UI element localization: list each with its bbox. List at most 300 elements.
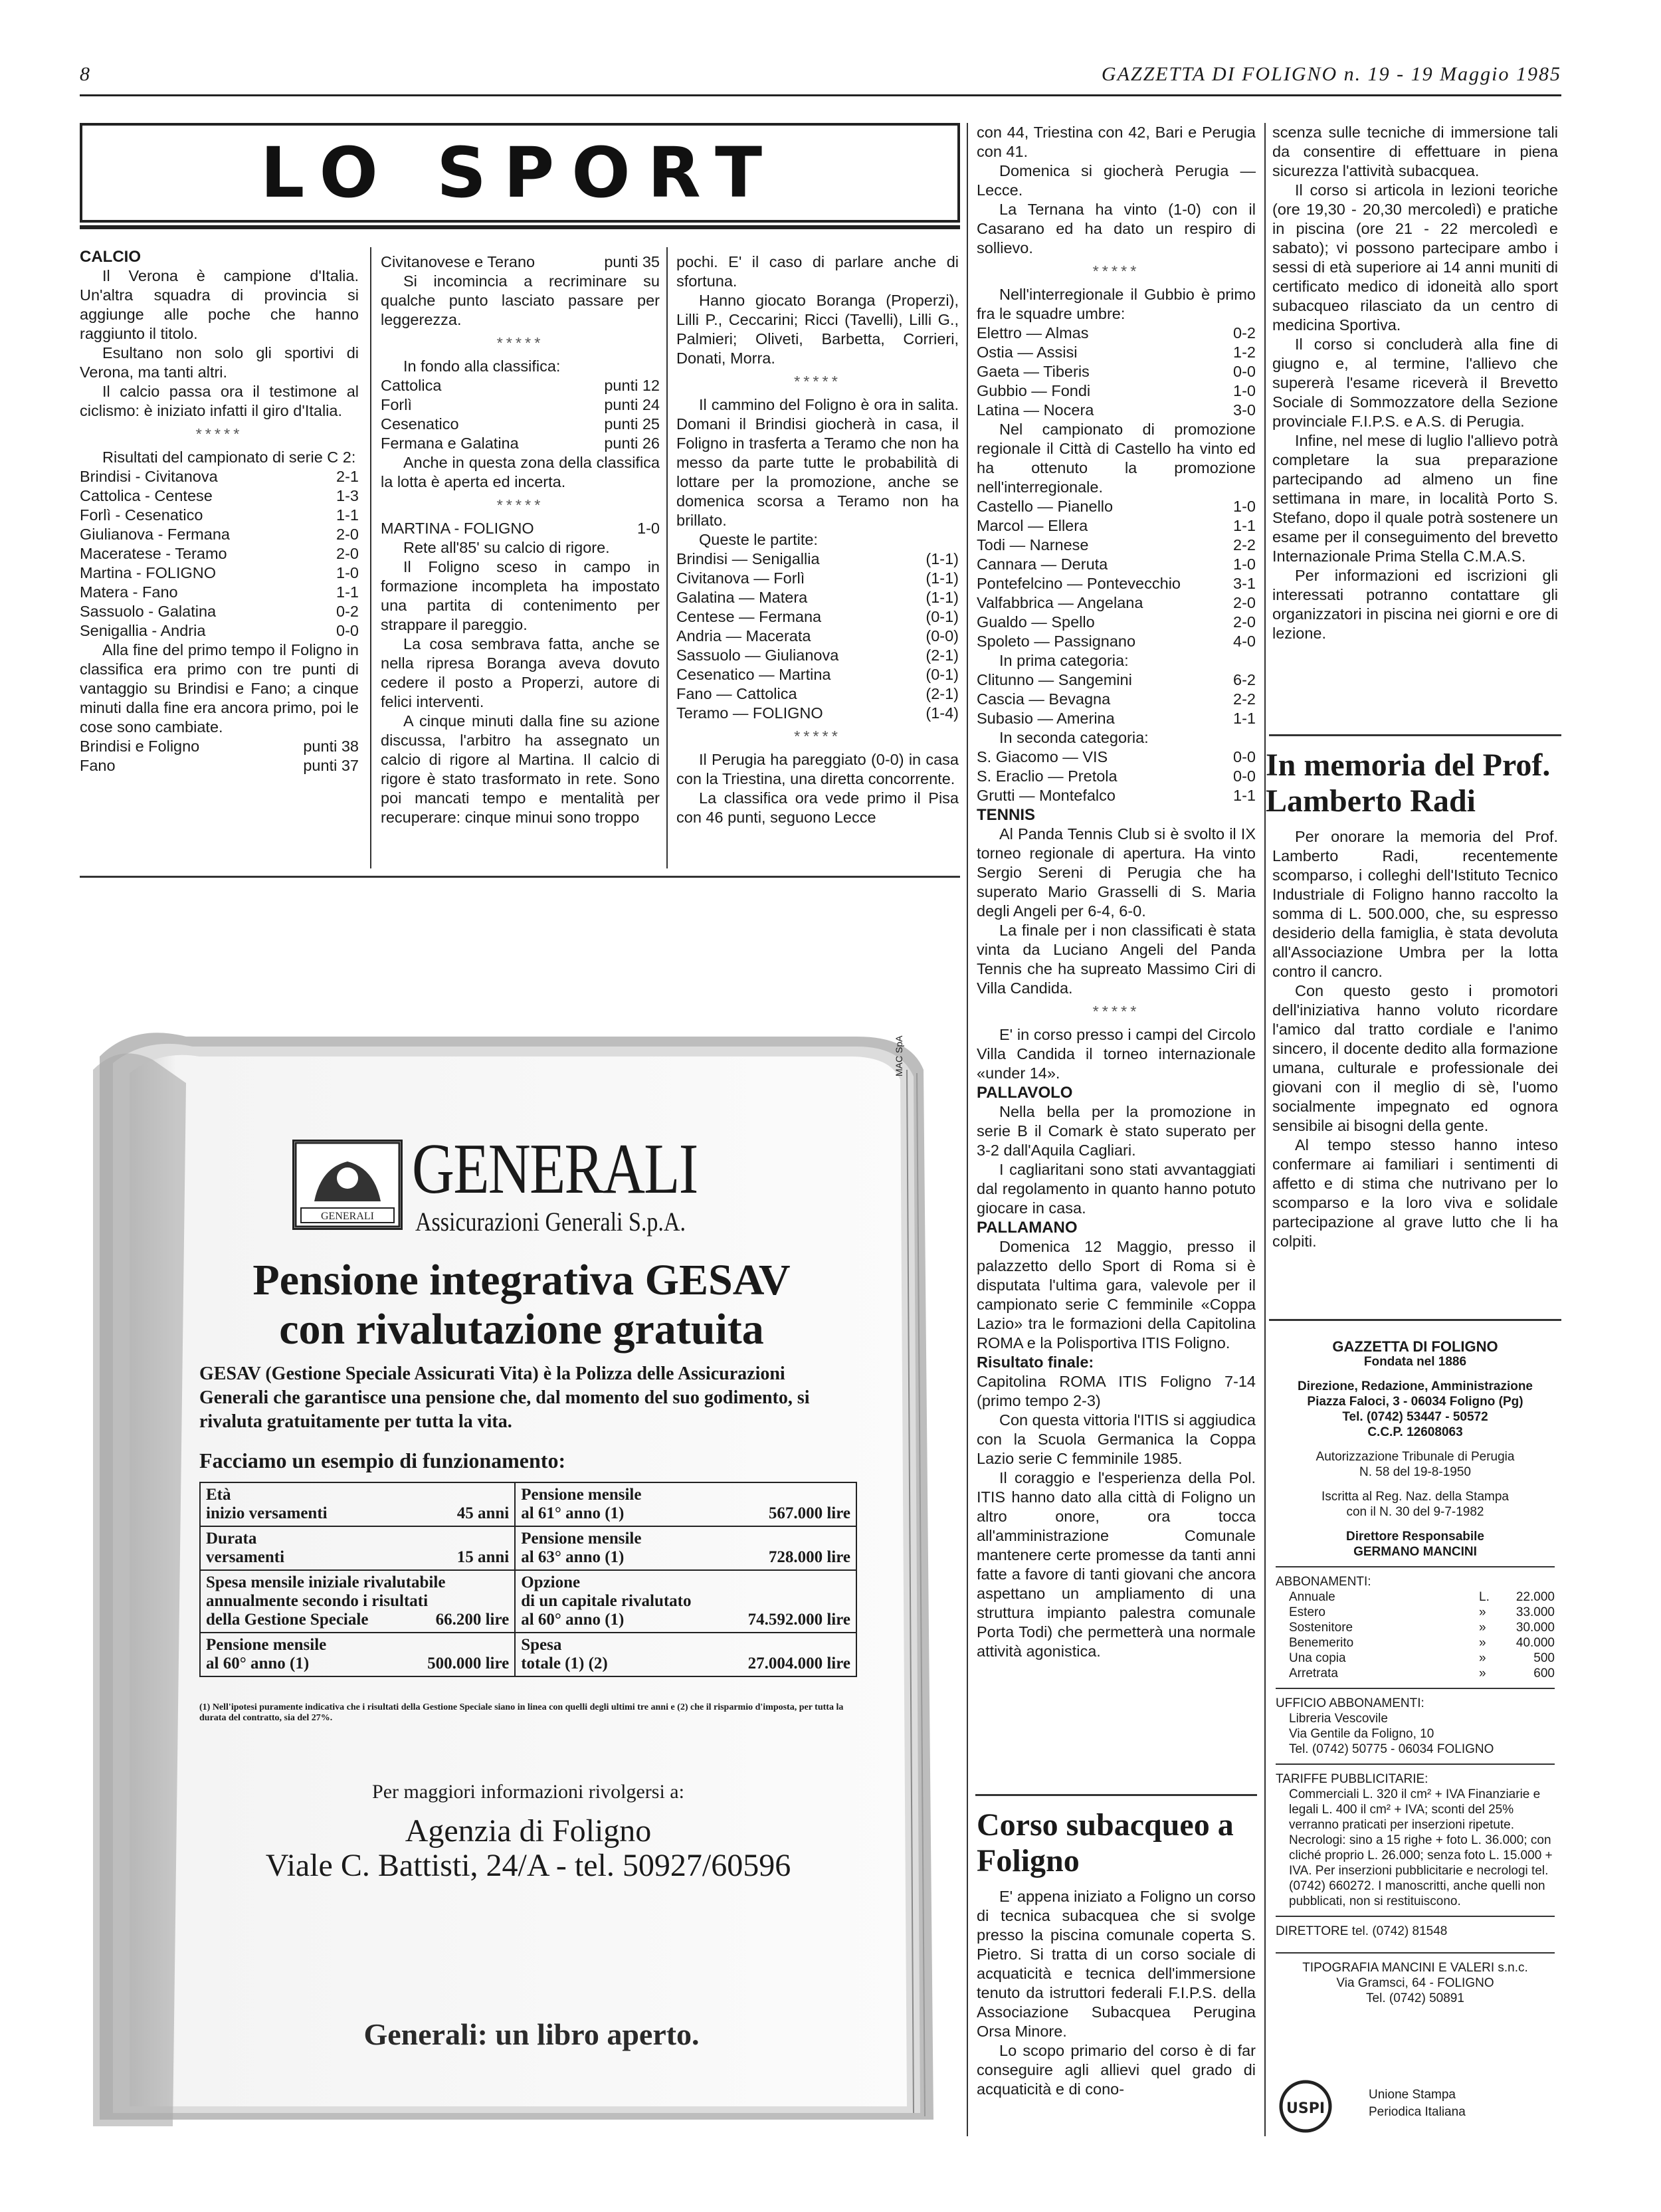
cell-label: Età <box>206 1486 231 1504</box>
paragraph: con 44, Triestina con 42, Bari e Perugia con 41. <box>977 124 1256 160</box>
result-row <box>80 506 359 525</box>
row-value: 2-0 <box>1233 594 1256 611</box>
uspi-line: Periodica Italiana <box>1369 2105 1466 2119</box>
row-label: Sassuolo - Galatina <box>80 603 217 620</box>
cell-label: versamenti <box>206 1548 285 1566</box>
amount: 33.000 <box>1515 1605 1555 1619</box>
result-row <box>977 324 1256 343</box>
subscription-row <box>1276 1635 1555 1651</box>
amount: 40.000 <box>1515 1636 1555 1650</box>
cell-value: 567.000 lire <box>768 1504 850 1522</box>
masthead-text: ABBONAMENTI: <box>1276 1566 1555 1589</box>
row-label: Cesenatico <box>381 415 459 433</box>
row-value: punti 25 <box>604 415 660 433</box>
row-value: 2-1 <box>336 468 359 485</box>
cell-label: Opzione <box>521 1573 581 1591</box>
generali-lion-logo <box>292 1140 403 1230</box>
paragraph: In prima categoria: <box>999 652 1129 669</box>
result-row <box>977 786 1256 805</box>
paragraph: pochi. E' il caso di parlare anche di sfortuna. <box>676 253 959 290</box>
result-row <box>80 583 359 602</box>
separator-stars: ***** <box>794 728 841 745</box>
subscription-price <box>1479 1651 1555 1666</box>
cell-label: Durata <box>206 1530 257 1548</box>
paragraph: E' in corso presso i campi del Circolo Villa Candida il torneo internazionale «under 14». <box>977 1026 1256 1082</box>
masthead-name: GAZZETTA DI FOLIGNO <box>1332 1338 1498 1355</box>
section-heading-calcio: CALCIO <box>80 248 141 266</box>
row-value: 1-1 <box>336 506 359 524</box>
ad-agency <box>199 1814 857 1883</box>
masthead-text: UFFICIO ABBONAMENTI: <box>1276 1688 1555 1711</box>
section-divider <box>1269 1319 1561 1321</box>
section-heading-tennis: TENNIS <box>977 806 1036 824</box>
subscription-type: Sostenitore <box>1289 1621 1353 1635</box>
paragraph: Capitolina ROMA ITIS Foligno 7-14 (primo tempo 2-3) <box>977 1373 1256 1409</box>
standings-list <box>381 252 660 272</box>
subscription-row <box>1276 1651 1555 1666</box>
row-value: 1-3 <box>336 487 359 504</box>
row-value: punti 24 <box>604 396 660 413</box>
paragraph: La classifica ora vede primo il Pisa con 46 punti, seguono Lecce <box>676 789 959 826</box>
row-value: (0-1) <box>926 666 959 683</box>
currency: » <box>1479 1636 1486 1650</box>
cell-label: Spesa mensile iniziale rivalutabile <box>206 1573 446 1591</box>
row-label: Forlì - Cesenatico <box>80 506 203 524</box>
results-list <box>977 670 1256 728</box>
page-number: 8 <box>80 63 91 85</box>
match-result <box>381 519 660 538</box>
subscription-row <box>1276 1620 1555 1635</box>
result-row <box>80 621 359 641</box>
paragraph: Con questo gesto i promotori dell'iniziativa hanno voluto ricordare l'amico dal tratto cordiale e l'animo sincero, il docente dedito alla formazione umana, culturale e professionale dei giovani con il meglio di sè, l'uomo socialmente impegnato ed ognora sensibile ai bisogni della gente. <box>1272 982 1558 1134</box>
row-value: punti 38 <box>303 738 359 755</box>
paragraph: Queste le partite: <box>699 531 818 548</box>
ad-info: Per maggiori informazioni rivolgersi a: <box>372 1781 684 1803</box>
paragraph: In seconda categoria: <box>999 729 1149 746</box>
row-value: (0-1) <box>926 608 959 625</box>
row-value: 2-0 <box>1233 613 1256 631</box>
paragraph: I cagliaritani sono stati avvantaggiati dal regolamento in quanto hanno potuto giocare in casa. <box>977 1161 1256 1217</box>
paragraph: In fondo alla classifica: <box>403 357 561 375</box>
newspaper-title: GAZZETTA DI FOLIGNO n. 19 - 19 Maggio 1985 <box>1101 63 1561 85</box>
ad-intro: GESAV (Gestione Speciale Assicurati Vita) è la Polizza delle Assicurazioni Generali che garantisce una pensione che, dal momento del suo godimento, si rivaluta gratuitamente per tutta la vita. <box>199 1363 810 1432</box>
masthead-text: Commerciali L. 320 il cm² + IVA Finanziarie e legali L. 400 il cm² + IVA; sconti del 25% verranno praticati per inserzioni ripetute. Necrologi: sino a 15 righe + foto L. 36.000; con cliché proprio L. 26.000; senza foto L. 15.000 + IVA. Per inserzioni pubblicitarie e necrologi tel. (0742) 660272. I manoscritti, anche quelli non pubblicati, non si restituiscono. <box>1289 1787 1553 1908</box>
masthead-text: Libreria Vescovile <box>1289 1712 1388 1726</box>
currency: L. <box>1479 1590 1490 1604</box>
subscription-type: Estero <box>1289 1605 1325 1619</box>
separator-stars: ***** <box>195 425 243 443</box>
game-row <box>676 646 959 665</box>
result-row <box>977 632 1256 651</box>
column-1 <box>80 247 359 775</box>
masthead-text: TIPOGRAFIA MANCINI E VALERI s.n.c. <box>1276 1952 1555 1975</box>
result-row <box>977 362 1256 381</box>
paragraph: Nell'interregionale il Gubbio è primo fra le squadre umbre: <box>977 286 1256 322</box>
row-value: (1-1) <box>926 589 959 606</box>
result-row <box>977 709 1256 728</box>
row-label: Ostia — Assisi <box>977 344 1078 361</box>
result-row <box>80 525 359 544</box>
result-row <box>80 544 359 563</box>
game-row <box>676 550 959 569</box>
row-label: Senigallia - Andria <box>80 622 206 639</box>
row-label: Brindisi - Civitanova <box>80 468 218 485</box>
paragraph: La Ternana ha vinto (1-0) con il Casarano ed ha dato un respiro di sollievo. <box>977 201 1256 256</box>
paragraph: Nel campionato di promozione regionale il Città di Castello ha vinto ed ha ottenuto la promozione nell'interregionale. <box>977 421 1256 496</box>
uspi-logo <box>1279 2080 1332 2133</box>
result-row <box>977 536 1256 555</box>
row-value: 2-2 <box>1233 690 1256 708</box>
result-row <box>977 497 1256 516</box>
game-row <box>676 684 959 704</box>
row-label: Brindisi e Foligno <box>80 738 200 755</box>
cell-label: totale (1) (2) <box>521 1655 608 1672</box>
cell-value: 728.000 lire <box>768 1548 850 1566</box>
amount: 22.000 <box>1515 1590 1555 1604</box>
memoria-title: In memoria del Prof. Lamberto Radi <box>1266 748 1551 819</box>
memoria-article <box>1272 827 1558 1251</box>
results-list <box>80 467 359 641</box>
column-divider <box>1264 123 1266 2136</box>
subscription-row <box>1276 1589 1555 1605</box>
paragraph: Rete all'85' su calcio di rigore. <box>403 539 610 556</box>
row-label: Sassuolo — Giulianova <box>676 647 839 664</box>
row-value: 2-0 <box>336 545 359 562</box>
cell-label: al 60° anno (1) <box>206 1655 310 1672</box>
row-label: Pontefelcino — Pontevecchio <box>977 575 1181 592</box>
row-value: 1-0 <box>1233 498 1256 515</box>
generali-advertisement <box>93 937 950 2133</box>
section-divider <box>975 1794 1257 1796</box>
result-row <box>977 574 1256 593</box>
paragraph: Per informazioni ed iscrizioni gli interessati potranno contattare gli organizzatori in piscina nei giorni e ore di lezione. <box>1272 567 1558 642</box>
paragraph: Esultano non solo gli sportivi di Verona, ma tanti altri. <box>80 344 359 381</box>
masthead-text: N. 58 del 19-8-1950 <box>1359 1465 1471 1479</box>
game-row <box>676 627 959 646</box>
generali-brand-name: GENERALI <box>412 1130 698 1209</box>
section-divider <box>1269 734 1561 736</box>
masthead-text: TARIFFE PUBBLICITARIE: <box>1276 1763 1555 1787</box>
currency: » <box>1479 1605 1486 1619</box>
row-label: Elettro — Almas <box>977 324 1089 342</box>
masthead-text: con il N. 30 del 9-7-1982 <box>1346 1505 1484 1519</box>
row-label: Marcol — Ellera <box>977 517 1088 534</box>
cell-label: annualmente secondo i risultati <box>206 1592 429 1610</box>
masthead-text: Direttore Responsabile <box>1346 1530 1484 1544</box>
row-label: Gaeta — Tiberis <box>977 363 1090 380</box>
standing-row <box>381 376 660 395</box>
row-label: Valfabbrica — Angelana <box>977 594 1143 611</box>
row-label: Spoleto — Passignano <box>977 633 1136 650</box>
paragraph: Si incomincia a recriminare su qualche punto lasciato passare per leggerezza. <box>381 272 660 328</box>
result-row <box>80 602 359 621</box>
corso-title: Corso subacqueo a Foligno <box>977 1807 1234 1878</box>
row-label: Fano — Cattolica <box>676 685 797 702</box>
row-value: 1-0 <box>1233 382 1256 399</box>
masthead-text: GERMANO MANCINI <box>1353 1545 1477 1559</box>
game-row <box>676 704 959 723</box>
ad-example-label: Facciamo un esempio di funzionamento: <box>199 1449 566 1472</box>
row-label: Forlì <box>381 396 412 413</box>
separator-stars: ***** <box>1092 1003 1140 1020</box>
section-heading-pallavolo: PALLAVOLO <box>977 1084 1073 1102</box>
separator-stars: ***** <box>496 496 544 514</box>
currency: » <box>1479 1621 1486 1635</box>
currency: » <box>1479 1651 1486 1665</box>
row-value: 6-2 <box>1233 671 1256 688</box>
agency-name: Agenzia di Foligno <box>405 1813 652 1849</box>
result-row <box>977 555 1256 574</box>
paragraph: Domenica 12 Maggio, presso il palazzetto dello Sport di Roma si è disputata l'ultima gara, valevole per il campionato serie C femminile «Coppa Lazio» tra le formazioni della Capitolina ROMA e la Polisportiva ITIS Foligno. <box>977 1238 1256 1352</box>
result-row <box>80 486 359 506</box>
row-label: Clitunno — Sangemini <box>977 671 1132 688</box>
separator-stars: ***** <box>1092 262 1140 280</box>
subscription-type: Annuale <box>1289 1590 1335 1604</box>
row-value: (2-1) <box>926 647 959 664</box>
standing-row <box>381 415 660 434</box>
cell-label: al 61° anno (1) <box>521 1504 625 1522</box>
uspi-text <box>1369 2086 1466 2121</box>
currency: » <box>1479 1666 1486 1680</box>
row-value: 0-0 <box>1233 748 1256 765</box>
masthead-text: DIRETTORE tel. (0742) 81548 <box>1276 1916 1555 1939</box>
standings-list <box>80 737 359 775</box>
section-heading-pallamano: PALLAMANO <box>977 1219 1078 1237</box>
masthead-founded: Fondata nel 1886 <box>1363 1355 1467 1369</box>
paragraph: Al tempo stesso hanno inteso confermare ai familiari i sentimenti di affetto e di stima che nutrivano per lo scomparso e la loro viva e solidale partecipazione al grave lutto che li ha colpiti. <box>1272 1136 1558 1250</box>
row-value: (2-1) <box>926 685 959 702</box>
row-label: Matera - Fano <box>80 583 178 601</box>
row-value: 0-2 <box>336 603 359 620</box>
paragraph: Il Foligno sceso in campo in formazione incompleta ha impostato una partita di contenimento per strappare il pareggio. <box>381 558 660 633</box>
column-4 <box>977 123 1256 1661</box>
row-value: 1-2 <box>1233 344 1256 361</box>
column-divider <box>967 123 968 2136</box>
masthead-text: Tel. (0742) 50775 - 06034 FOLIGNO <box>1289 1742 1494 1756</box>
paragraph: E' appena iniziato a Foligno un corso di tecnica subacquea che si svolge presso la piscina comunale coperta S. Pietro. Si tratta di un corso sociale di acquaticità e tecnica dell'immersione tenuto da istruttori federali F.I.P.S. della Associazione Subacquea Perugina Orsa Minore. <box>977 1888 1256 2040</box>
game-row <box>676 665 959 684</box>
row-value: 0-0 <box>1233 363 1256 380</box>
cell-value: 27.004.000 lire <box>747 1655 850 1672</box>
game-row <box>676 588 959 607</box>
result-row <box>977 613 1256 632</box>
result-row <box>977 690 1256 709</box>
row-label: S. Eraclio — Pretola <box>977 767 1118 785</box>
row-value: punti 37 <box>303 757 359 774</box>
row-value: 1-1 <box>1233 517 1256 534</box>
cell-label: al 63° anno (1) <box>521 1548 625 1566</box>
result-row <box>80 467 359 486</box>
row-label: Subasio — Amerina <box>977 710 1115 727</box>
row-label: Maceratese - Teramo <box>80 545 227 562</box>
row-value: 1-0 <box>336 564 359 581</box>
paragraph: Il Verona è campione d'Italia. Un'altra squadra di provincia si aggiunge alle poche che hanno raggiunto il titolo. <box>80 267 359 342</box>
row-label: Giulianova - Fermana <box>80 526 230 543</box>
row-label: Cannara — Deruta <box>977 555 1108 573</box>
result-row <box>977 593 1256 613</box>
masthead-text: Via Gramsci, 64 - FOLIGNO <box>1336 1976 1494 1990</box>
header-rule <box>80 94 1561 96</box>
masthead-text: Tel. (0742) 53447 - 50572 <box>1342 1410 1488 1424</box>
subscription-price <box>1479 1589 1555 1605</box>
masthead-text: Direzione, Redazione, Amministrazione <box>1297 1379 1533 1393</box>
row-value: punti 26 <box>604 435 660 452</box>
row-value: 1-1 <box>1233 710 1256 727</box>
row-label: Martina - FOLIGNO <box>80 564 217 581</box>
generali-subtitle: Assicurazioni Generali S.p.A. <box>415 1207 686 1237</box>
amount: 500 <box>1533 1651 1555 1665</box>
subscription-row <box>1276 1605 1555 1620</box>
column-5 <box>1272 123 1558 643</box>
row-label: Fermana e Galatina <box>381 435 519 452</box>
cell-label: Pensione mensile <box>521 1486 642 1504</box>
corso-article <box>977 1887 1256 2099</box>
cell-value: 45 anni <box>456 1504 510 1522</box>
subscription-type: Una copia <box>1289 1651 1346 1665</box>
cell-label: della Gestione Speciale <box>206 1611 369 1629</box>
cell-value: 15 anni <box>456 1548 510 1566</box>
row-label: Cattolica - Centese <box>80 487 213 504</box>
paragraph: Il coraggio e l'esperienza della Pol. ITIS hanno dato alla città di Foligno un altro onore, ora tocca all'amministrazione Comunale mantenere certe promesse da tanti anni fatte a favore di tanti giovani che ancora aspettano un ampliamento di una struttura impianto palestra comunale Porta Todi) che permetterà una normale attività agonistica. <box>977 1469 1256 1660</box>
row-value: (1-4) <box>926 704 959 722</box>
masthead-text: Piazza Faloci, 3 - 06034 Foligno (Pg) <box>1307 1395 1523 1409</box>
paragraph: Risultati del campionato di serie C 2: <box>102 449 356 466</box>
column-2 <box>381 252 660 827</box>
paragraph: La cosa sembrava fatta, anche se nella ripresa Boranga aveva dovuto cedere il posto a Properzi, autore di felici interventi. <box>381 635 660 710</box>
masthead-text: C.C.P. 12608063 <box>1367 1425 1463 1439</box>
result-row <box>977 381 1256 401</box>
game-row <box>676 607 959 627</box>
row-label: Centese — Fermana <box>676 608 822 625</box>
table-row <box>200 1482 856 1526</box>
paragraph: Alla fine del primo tempo il Foligno in classifica era primo con tre punti di vantaggio su Brindisi e Fano; a cinque minuti dalla fine era ancora primo, poi le cose sono cambiate. <box>80 641 359 736</box>
paragraph: Hanno giocato Boranga (Properzi), Lilli P., Ceccarini; Ricci (Tavelli), Lilli G., Palmieri; Oliveti, Barbetta, Corrieri, Donati, Morra. <box>676 292 959 367</box>
row-label: Todi — Narnese <box>977 536 1089 553</box>
results-list <box>977 497 1256 651</box>
page-header <box>80 63 1561 90</box>
paragraph: Nella bella per la promozione in serie B il Comark è stato superato per 3-2 dall'Aquila Cagliari. <box>977 1103 1256 1159</box>
masthead-text: Iscritta al Reg. Naz. della Stampa <box>1321 1490 1509 1504</box>
cell-label: Pensione mensile <box>206 1636 327 1654</box>
subscription-price <box>1479 1635 1555 1651</box>
paragraph: Per onorare la memoria del Prof. Lamberto Radi, recentemente scomparso, i colleghi dell'Istituto Tecnico Industriale di Foligno hanno raccolto la somma di L. 500.000, che, su espresso desiderio della famiglia, è stata devoluta all'Associazione Umbra per la lotta contro il cancro. <box>1272 828 1558 980</box>
row-label: Cascia — Bevagna <box>977 690 1111 708</box>
paragraph: La finale per i non classificati è stata vinta da Luciano Angeli del Panda Tennis che ha supreato Massimo Ciri di Villa Candida. <box>977 922 1256 997</box>
standing-row <box>80 737 359 756</box>
column-3 <box>676 252 959 827</box>
result-row <box>977 748 1256 767</box>
masthead-text: Autorizzazione Tribunale di Perugia <box>1316 1450 1515 1464</box>
amount: 30.000 <box>1515 1621 1555 1635</box>
paragraph: Il Perugia ha pareggiato (0-0) in casa con la Triestina, una diretta concorrente. <box>676 751 959 787</box>
subscription-price <box>1479 1620 1555 1635</box>
standing-row <box>381 395 660 415</box>
headline-line-1: Pensione integrativa GESAV <box>252 1256 791 1304</box>
cell-label: al 60° anno (1) <box>521 1611 625 1629</box>
separator-stars: ***** <box>794 373 841 390</box>
paragraph: Infine, nel mese di luglio l'allievo potrà completare la sua preparazione partecipando ad almeno un fine settimana in mare, in località Porto S. Stefano, dopo il quale potrà sostenere un esame per il conseguimento del brevetto Internazionale Prima Stella C.M.A.S. <box>1272 432 1558 565</box>
row-label: Fano <box>80 757 116 774</box>
row-label: Cattolica <box>381 377 442 394</box>
separator-stars: ***** <box>496 334 544 352</box>
result-row <box>80 563 359 583</box>
mac-credit: MAC SpA <box>894 1035 904 1076</box>
standing-row <box>381 434 660 453</box>
subscription-type: Arretrata <box>1289 1666 1338 1680</box>
result-row <box>977 670 1256 690</box>
paragraph: Il corso si concluderà alla fine di giugno e, al termine, l'allievo che supererà l'esame riceverà il Brevetto Sociale di Sommozzatore della Sezione provinciale F.I.P.S. e A.S. di Perugia. <box>1272 336 1558 430</box>
logo-text: GENERALI <box>321 1211 374 1222</box>
headline-line-2: con rivalutazione gratuita <box>279 1305 764 1354</box>
uspi-logo-text: USPI <box>1286 2100 1325 2117</box>
sport-banner <box>80 123 960 223</box>
row-value: 1-1 <box>336 583 359 601</box>
row-label: Andria — Macerata <box>676 627 811 645</box>
results-list <box>977 748 1256 805</box>
row-label: Cesenatico — Martina <box>676 666 831 683</box>
row-value: (1-1) <box>926 550 959 567</box>
row-label: Gubbio — Fondi <box>977 382 1091 399</box>
section-divider <box>80 876 960 878</box>
row-label: Civitanova — Forlì <box>676 569 805 587</box>
column-divider <box>666 247 668 868</box>
ad-headline <box>189 1256 854 1354</box>
column-divider <box>370 247 371 868</box>
subscription-price <box>1479 1605 1555 1620</box>
row-label: Galatina — Matera <box>676 589 808 606</box>
match-teams: MARTINA - FOLIGNO <box>381 520 534 537</box>
row-label: Civitanovese e Terano <box>381 253 536 270</box>
row-value: 0-0 <box>336 622 359 639</box>
amount: 600 <box>1533 1666 1555 1680</box>
pension-example-table <box>199 1482 857 1677</box>
standings-list <box>381 376 660 453</box>
row-value: 0-0 <box>1233 767 1256 785</box>
result-row <box>977 516 1256 536</box>
row-value: 2-2 <box>1233 536 1256 553</box>
agency-address: Viale C. Battisti, 24/A - tel. 50927/60596 <box>265 1848 791 1883</box>
table-row <box>200 1633 856 1676</box>
result-row <box>977 767 1256 786</box>
row-value: 3-0 <box>1233 401 1256 419</box>
row-value: (0-0) <box>926 627 959 645</box>
result-row <box>977 401 1256 420</box>
masthead-text: Via Gentile da Foligno, 10 <box>1289 1727 1434 1741</box>
row-value: punti 12 <box>604 377 660 394</box>
ad-slogan: Generali: un libro aperto. <box>363 2017 700 2051</box>
uspi-line: Unione Stampa <box>1369 2088 1456 2102</box>
masthead-text: Tel. (0742) 50891 <box>1366 1991 1464 2005</box>
cell-label: inizio versamenti <box>206 1504 328 1522</box>
standing-row <box>381 252 660 272</box>
cell-value: 66.200 lire <box>435 1611 510 1629</box>
subscription-price <box>1479 1666 1555 1681</box>
results-list <box>977 324 1256 420</box>
row-value: 3-1 <box>1233 575 1256 592</box>
row-value: 0-2 <box>1233 324 1256 342</box>
row-value: (1-1) <box>926 569 959 587</box>
row-value: punti 35 <box>604 253 660 270</box>
paragraph: Il cammino del Foligno è ora in salita. Domani il Brindisi giocherà in casa, il Foligno in trasferta a Teramo che non ha messo da parte tutte le probabilità di lottare per la promozione, anche se domenica scorsa a Teramo non ha brillato. <box>676 396 959 529</box>
masthead-box <box>1276 1339 1555 2006</box>
paragraph: Con questa vittoria l'ITIS si aggiudica con la Scuola Germanica la Coppa Lazio serie C femminile 1985. <box>977 1411 1256 1467</box>
table-row <box>200 1570 856 1633</box>
cell-label: Pensione mensile <box>521 1530 642 1548</box>
cell-value: 74.592.000 lire <box>747 1611 850 1629</box>
paragraph: Il corso si articola in lezioni teoriche (ore 19,30 - 20,30 mercoledì) e pratiche in piscina (ore 21 - 22 mercoledì e sabato); vi possono partecipare ambo i sessi di età superiore ai 14 anni muniti di certificato medico di idoneità allo sport subacqueo rilasciato da un centro di medicina Sportiva. <box>1272 181 1558 334</box>
cell-label: di un capitale rivalutato <box>521 1592 692 1610</box>
games-list <box>676 550 959 723</box>
